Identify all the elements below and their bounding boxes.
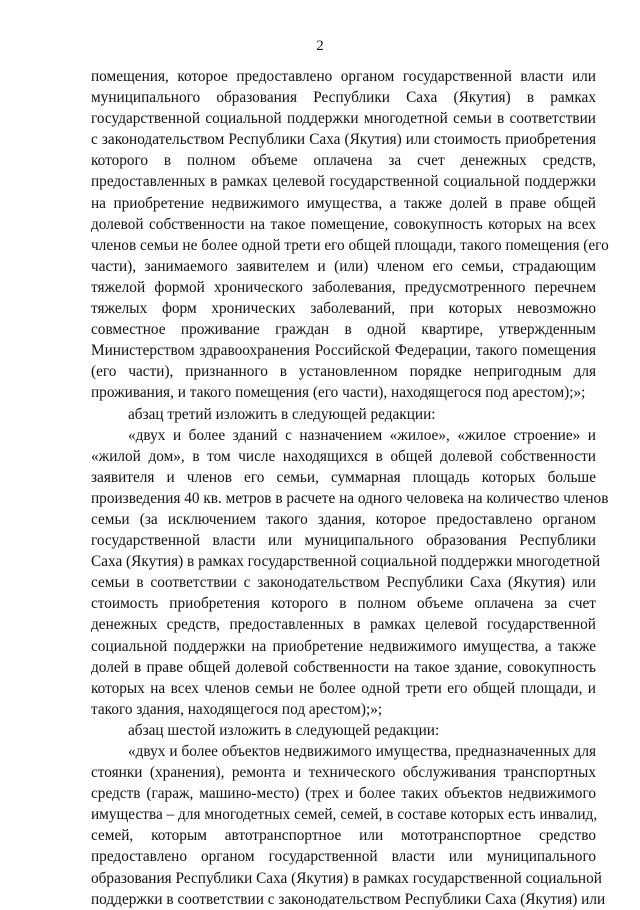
- text-line: Саха (Якутия) в рамках государственной социальной поддержки многодетной: [91, 553, 601, 571]
- text-line: такого здания, находящегося под арестом);»;: [91, 700, 383, 718]
- text-line: государственной социальной поддержки многодетной семьи в соответствии: [91, 110, 596, 128]
- text-line: «жилой дом», в том числе находящихся в общей долевой собственности: [91, 447, 596, 465]
- text-line: абзац шестой изложить в следующей редакции:: [128, 721, 440, 739]
- text-line: которых на всех членов семьи не более одной трети его общей площади, и: [91, 679, 596, 697]
- text-line: с законодательством Республики Саха (Якутия) или стоимость приобретения: [91, 131, 596, 149]
- text-line: на приобретение недвижимого имущества, а также долей в праве общей: [91, 194, 596, 212]
- text-line: произведения 40 кв. метров в расчете на одного человека на количество членов: [91, 489, 609, 507]
- text-line: предоставленных в рамках целевой государственной социальной поддержки: [91, 173, 596, 191]
- text-line: стоимость приобретения которого в полном объеме оплачена за счет: [91, 595, 596, 613]
- text-line: тяжелых форм хронических заболеваний, при которых невозможно: [91, 300, 596, 318]
- text-line: помещения, которое предоставлено органом государственной власти или: [91, 68, 596, 85]
- text-line: Министерством здравоохранения Российской Федерации, такого помещения: [91, 342, 596, 360]
- text-line: заявителя и членов его семьи, суммарная площадь которых больше: [91, 468, 596, 486]
- text-line: семьи в соответствии с законодательством Республики Саха (Якутия) или: [91, 574, 596, 592]
- text-line: предоставлено органом государственной власти или муниципального: [91, 848, 596, 866]
- text-line: семьи (за исключением такого здания, которое предоставлено органом: [91, 510, 596, 528]
- document-body: [91, 66, 609, 910]
- text-line: поддержки в соответствии с законодательством Республики Саха (Якутия) или: [91, 890, 606, 908]
- text-line: абзац третий изложить в следующей редакции:: [128, 405, 436, 423]
- text-line: совместное проживание граждан в одной квартире, утвержденным: [91, 321, 596, 339]
- text-line: средств (гараж, машино-место) (трех и более таких объектов недвижимого: [91, 785, 596, 803]
- text-line: долевой собственности на такое помещение, совокупность которых на всех: [91, 215, 596, 233]
- page-number: 2: [316, 38, 324, 54]
- text-line: «двух и более объектов недвижимого имущества, предназначенных для: [128, 743, 596, 760]
- text-line: долей в праве общей долевой собственности на такое здание, совокупность: [91, 658, 596, 676]
- text-line: стоянки (хранения), ремонта и технического обслуживания транспортных: [91, 764, 596, 782]
- text-line: семей, которым автотранспортное или мототранспортное средство: [91, 827, 596, 845]
- text-line: тяжелой формой хронического заболевания, предусмотренного перечнем: [91, 278, 596, 296]
- text-line: проживания, и такого помещения (его части), находящегося под арестом);»;: [91, 384, 586, 402]
- text-line: государственной власти или муниципального образования Республики: [91, 532, 596, 550]
- text-line: (его части), признанного в установленном порядке непригодным для: [91, 363, 596, 381]
- text-line: образования Республики Саха (Якутия) в рамках государственной социальной: [91, 869, 602, 887]
- text-line: которого в полном объеме оплачена за счет денежных средств,: [91, 152, 596, 170]
- text-line: «двух и более зданий с назначением «жилое», «жилое строение» и: [128, 426, 596, 444]
- text-line: социальной поддержки на приобретение недвижимого имущества, а также: [91, 637, 596, 655]
- text-line: имущества – для многодетных семей, семей, в составе которых есть инвалид,: [91, 806, 598, 824]
- text-line: муниципального образования Республики Саха (Якутия) в рамках: [91, 89, 596, 107]
- text-line: денежных средств, предоставленных в рамках целевой государственной: [91, 616, 596, 634]
- text-line: членов семьи не более одной трети его общей площади, такого помещения (его: [91, 236, 609, 254]
- text-line: части), занимаемого заявителем и (или) членом его семьи, страдающим: [91, 257, 596, 275]
